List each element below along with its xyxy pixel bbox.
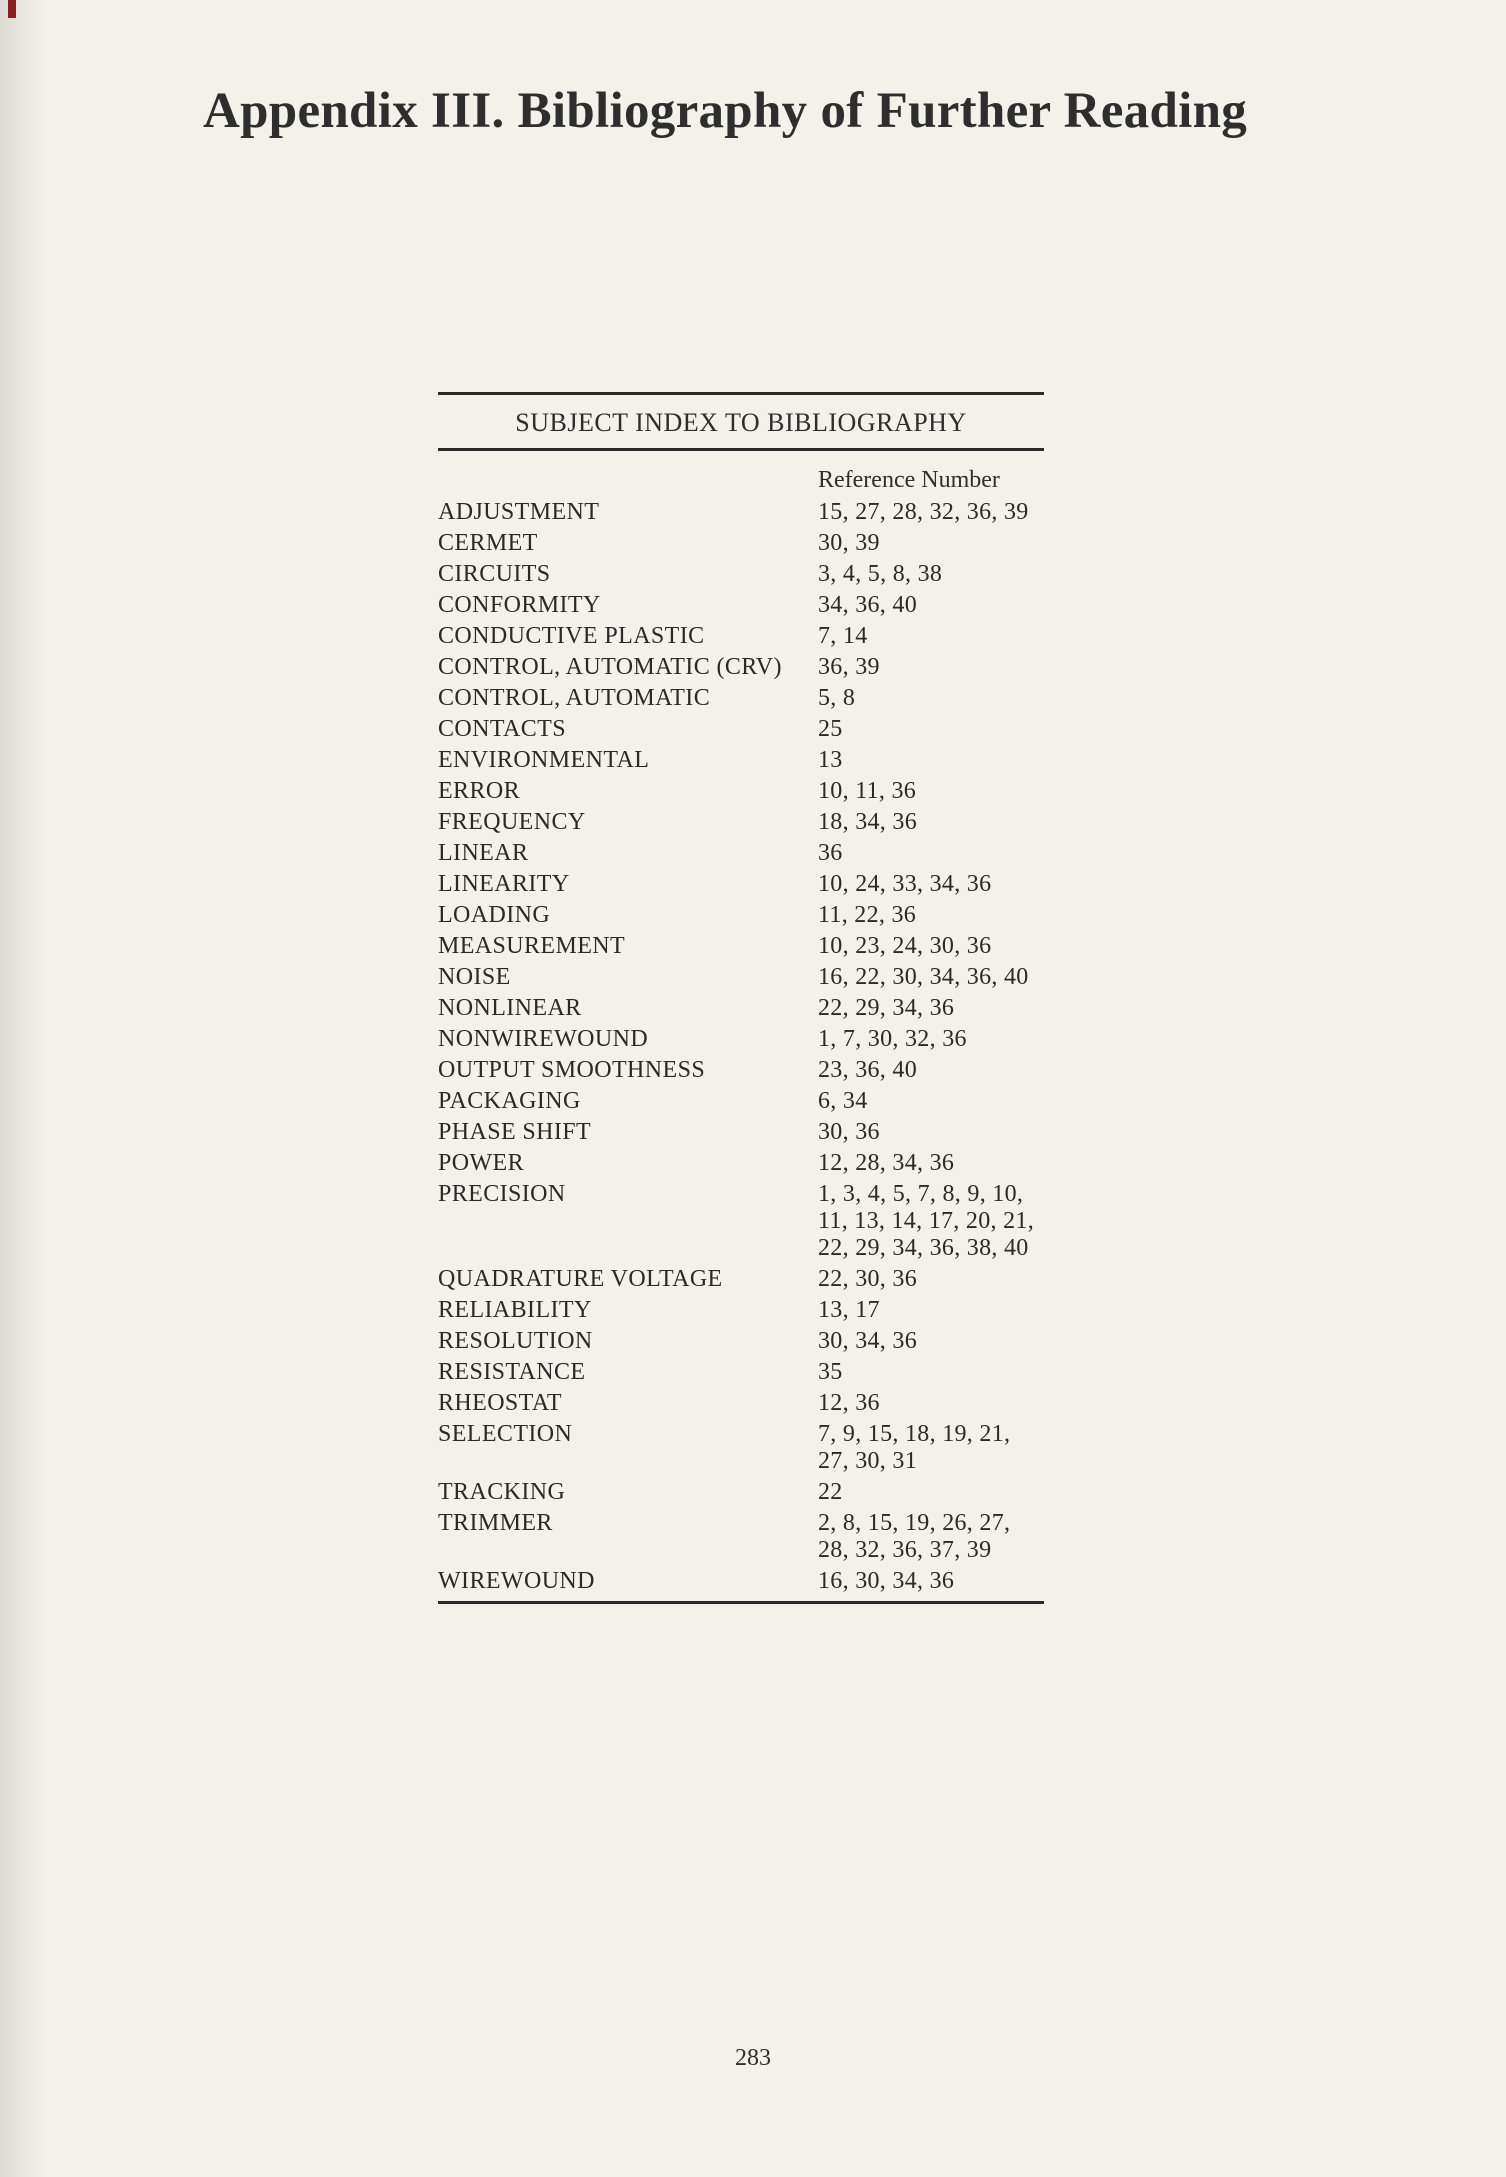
index-entry [438, 991, 1044, 1022]
index-entry [438, 526, 1044, 557]
index-entry [438, 712, 1044, 743]
entry-reference-numbers: 22, 30, 36 [818, 1266, 917, 1292]
entry-reference-numbers: 18, 34, 36 [818, 809, 917, 835]
index-entry [438, 1115, 1044, 1146]
index-entry [438, 1084, 1044, 1115]
entry-reference-numbers: 30, 36 [818, 1119, 880, 1145]
entry-subject: OUTPUT SMOOTHNESS [438, 1057, 706, 1083]
entry-subject: NONLINEAR [438, 995, 582, 1021]
page-number: 283 [735, 2045, 771, 2071]
entry-reference-numbers: 1, 7, 30, 32, 36 [818, 1026, 967, 1052]
entry-subject: ERROR [438, 778, 521, 804]
index-entry [438, 1022, 1044, 1053]
entry-subject: LINEAR [438, 840, 529, 866]
entry-reference-numbers: 15, 27, 28, 32, 36, 39 [818, 499, 1029, 525]
index-entry [438, 805, 1044, 836]
index-entry [438, 681, 1044, 712]
index-entry [438, 1564, 1044, 1595]
entry-reference-numbers: 2, 8, 15, 19, 26, 27, 28, 32, 36, 37, 39 [818, 1510, 1011, 1563]
entry-reference-numbers: 10, 11, 36 [818, 778, 917, 804]
entry-reference-numbers: 36, 39 [818, 654, 880, 680]
entry-reference-numbers: 35 [818, 1359, 843, 1385]
index-entry [438, 836, 1044, 867]
index-entry [438, 495, 1044, 526]
entry-reference-numbers: 11, 22, 36 [818, 902, 917, 928]
entry-subject: ENVIRONMENTAL [438, 747, 650, 773]
index-entry [438, 1293, 1044, 1324]
entry-subject: SELECTION [438, 1421, 573, 1447]
index-entry [438, 557, 1044, 588]
entry-reference-numbers: 25 [818, 716, 843, 742]
entry-subject: TRACKING [438, 1479, 566, 1505]
index-entry [438, 1146, 1044, 1177]
entry-reference-numbers: 7, 14 [818, 623, 868, 649]
index-entry [438, 588, 1044, 619]
index-heading: SUBJECT INDEX TO BIBLIOGRAPHY [515, 408, 967, 437]
entry-reference-numbers: 22 [818, 1479, 843, 1505]
index-entry [438, 1262, 1044, 1293]
index-entry [438, 1417, 1044, 1475]
entry-reference-numbers: 6, 34 [818, 1088, 868, 1114]
entry-subject: POWER [438, 1150, 524, 1176]
entry-reference-numbers: 12, 36 [818, 1390, 880, 1416]
entry-subject: RELIABILITY [438, 1297, 592, 1323]
page-binding-edge [0, 0, 44, 2177]
entry-reference-numbers: 12, 28, 34, 36 [818, 1150, 955, 1176]
index-entry [438, 1053, 1044, 1084]
entry-subject: FREQUENCY [438, 809, 586, 835]
entry-subject: TRIMMER [438, 1510, 553, 1536]
index-entry [438, 929, 1044, 960]
entry-reference-numbers: 16, 22, 30, 34, 36, 40 [818, 964, 1029, 990]
entry-reference-numbers: 30, 39 [818, 530, 880, 556]
entry-reference-numbers: 13 [818, 747, 843, 773]
heading-rule [438, 448, 1044, 451]
entry-subject: LOADING [438, 902, 551, 928]
entry-subject: CONTACTS [438, 716, 566, 742]
entry-subject: LINEARITY [438, 871, 570, 897]
entry-subject: MEASUREMENT [438, 933, 626, 959]
column-header-reference-number: Reference Number [818, 467, 1000, 493]
entry-reference-numbers: 1, 3, 4, 5, 7, 8, 9, 10, 11, 13, 14, 17, 20, 21, 22, 29, 34, 36, 38, 40 [818, 1181, 1035, 1261]
entry-reference-numbers: 16, 30, 34, 36 [818, 1568, 955, 1594]
entry-subject: NONWIREWOUND [438, 1026, 649, 1052]
index-entries [438, 495, 1044, 1595]
entry-reference-numbers: 10, 23, 24, 30, 36 [818, 933, 992, 959]
entry-subject: WIREWOUND [438, 1568, 595, 1594]
entry-reference-numbers: 5, 8 [818, 685, 856, 711]
page-title: Appendix III. Bibliography of Further Reading [203, 83, 1248, 139]
binding-mark [8, 0, 16, 18]
entry-reference-numbers: 3, 4, 5, 8, 38 [818, 561, 943, 587]
entry-subject: RESISTANCE [438, 1359, 586, 1385]
index-entry [438, 774, 1044, 805]
index-entry [438, 1324, 1044, 1355]
entry-reference-numbers: 34, 36, 40 [818, 592, 917, 618]
entry-reference-numbers: 36 [818, 840, 843, 866]
index-entry [438, 619, 1044, 650]
subject-index-table [438, 392, 1044, 1604]
entry-subject: PHASE SHIFT [438, 1119, 592, 1145]
entry-subject: CONDUCTIVE PLASTIC [438, 623, 705, 649]
entry-reference-numbers: 7, 9, 15, 18, 19, 21, 27, 30, 31 [818, 1421, 1011, 1474]
index-entry [438, 1355, 1044, 1386]
index-entry [438, 650, 1044, 681]
entry-subject: RESOLUTION [438, 1328, 593, 1354]
index-entry [438, 867, 1044, 898]
index-entry [438, 1386, 1044, 1417]
entry-subject: RHEOSTAT [438, 1390, 562, 1416]
entry-subject: PACKAGING [438, 1088, 581, 1114]
entry-reference-numbers: 13, 17 [818, 1297, 880, 1323]
top-rule [438, 392, 1044, 395]
entry-subject: CERMET [438, 530, 538, 556]
entry-reference-numbers: 22, 29, 34, 36 [818, 995, 955, 1021]
index-entry [438, 743, 1044, 774]
entry-reference-numbers: 10, 24, 33, 34, 36 [818, 871, 992, 897]
entry-subject: CONTROL, AUTOMATIC (CRV) [438, 654, 782, 680]
entry-subject: PRECISION [438, 1181, 566, 1207]
entry-reference-numbers: 23, 36, 40 [818, 1057, 917, 1083]
index-entry [438, 1506, 1044, 1564]
entry-subject: CONTROL, AUTOMATIC [438, 685, 711, 711]
index-entry [438, 960, 1044, 991]
entry-subject: QUADRATURE VOLTAGE [438, 1266, 723, 1292]
index-entry [438, 898, 1044, 929]
entry-subject: CONFORMITY [438, 592, 601, 618]
entry-subject: ADJUSTMENT [438, 499, 600, 525]
index-entry [438, 1475, 1044, 1506]
index-entry [438, 1177, 1044, 1262]
bottom-rule [438, 1601, 1044, 1604]
entry-reference-numbers: 30, 34, 36 [818, 1328, 917, 1354]
entry-subject: NOISE [438, 964, 511, 990]
entry-subject: CIRCUITS [438, 561, 551, 587]
